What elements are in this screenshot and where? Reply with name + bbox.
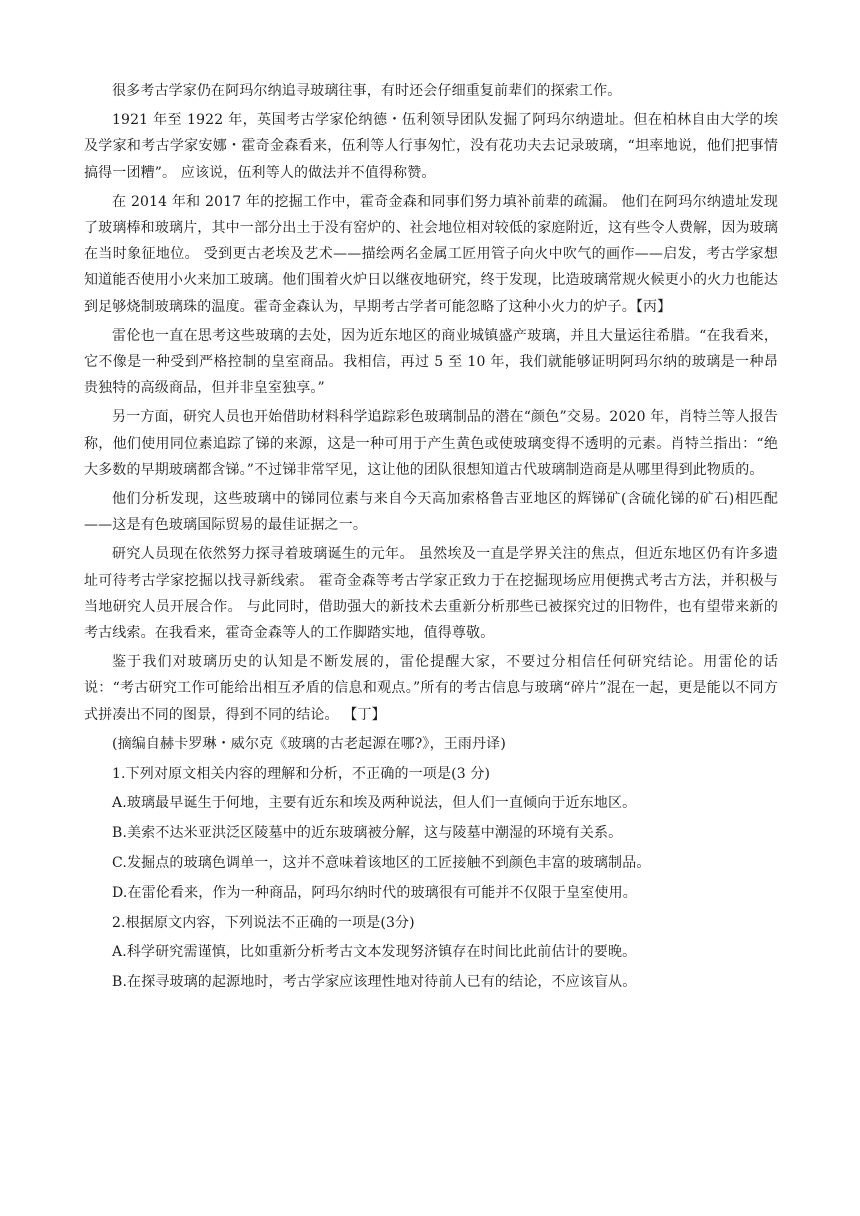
paragraph-6: 他们分析发现，这些玻璃中的锑同位素与来自今天高加索格鲁吉亚地区的辉锑矿(含硫化锑的矿石)相匹配——这是有色玻璃国际贸易的最佳证据之一。: [84, 491, 778, 534]
paragraph-1: 很多考古学家仍在阿玛尔纳追寻玻璃往事，有时还会仔细重复前辈们的探索工作。: [112, 83, 622, 99]
paragraph-5: 另一方面，研究人员也开始借助材料科学追踪彩色玻璃制品的潜在“颜色”交易。2020 年，肖特兰等人报告称，他们使用同位素追踪了锑的来源，这是一种可用于产生黄色或使玻璃变得不透明的元素。肖特兰指出：“绝大多数的早期玻璃都含锑。”不过锑非常罕见，这让他的团队很想知道古代玻璃制造商是从哪里得到此物质的。: [84, 409, 778, 478]
paragraph-2: 1921 年至 1922 年，英国考古学家伦纳德・伍利领导团队发掘了阿玛尔纳遗址。但在柏林自由大学的埃及学家和考古学家安娜・霍奇金森看来，伍利等人行事匆忙，没有花功夫去记录玻璃，“坦率地说，他们把事情搞得一团糟”。 应该说，伍利等人的做法并不值得称赞。: [84, 112, 778, 181]
paragraph-4: 雷伦也一直在思考这些玻璃的去处，因为近东地区的商业城镇盛产玻璃，并且大量运往希腊。“在我看来，它不像是一种受到严格控制的皇室商品。我相信，再过 5 至 10 年，我们就能够证明阿玛尔纳的玻璃是一种昂贵独特的高级商品，但并非皇室独享。”: [84, 327, 778, 397]
question-2-stem: 2.根据原文内容，下列说法不正确的一项是(3分): [112, 914, 415, 931]
document-page: [84, 78, 778, 999]
question-1-option-d: D.在雷伦看来，作为一种商品，阿玛尔纳时代的玻璃很有可能并不仅限于皇室使用。: [112, 884, 637, 901]
paragraph-7: 研究人员现在依然努力探寻着玻璃诞生的元年。 虽然埃及一直是学界关注的焦点，但近东地区仍有许多遗址可待考古学家挖掘以找寻新线索。 霍奇金森等考古学家正致力于在挖掘现场应用便携式考古方法，并积极与当地研究人员开展合作。 与此同时，借助强大的新技术去重新分析那些已被探究过的旧物件，也有望带来新的考古线索。在我看来，霍奇金森等人的工作脚踏实地，值得尊敬。: [84, 546, 778, 642]
paragraph-3: 在 2014 年和 2017 年的挖掘工作中，霍奇金森和同事们努力填补前辈的疏漏。 他们在阿玛尔纳遗址发现了玻璃棒和玻璃片，其中一部分出土于没有窑炉的、社会地位相对较低的家庭附近，这有些令人费解，因为玻璃在当时象征地位。 受到更古老埃及艺术——描绘两名金属工匠用管子向火中吹气的画作——启发，考古学家想知道能否使用小火来加工玻璃。他们围着火炉日以继夜地研究，终于发现，比造玻璃常规火候更小的火力也能达到足够烧制玻璃珠的温度。霍奇金森认为，早期考古学者可能忽略了这种小火力的炉子。【丙】: [84, 193, 778, 315]
question-1-option-b: B.美索不达米亚洪泛区陵墓中的近东玻璃被分解，这与陵墓中潮湿的环境有关系。: [112, 825, 623, 842]
question-2-option-a: A.科学研究需谨慎，比如重新分析考古文本发现努济镇存在时间比此前估计的要晚。: [112, 944, 637, 961]
question-1-option-c: C.发掘点的玻璃色调单一，这并不意味着该地区的工匠接触不到颜色丰富的玻璃制品。: [112, 855, 651, 872]
question-1-option-a: A.玻璃最早诞生于何地，主要有近东和埃及两种说法，但人们一直倾向于近东地区。: [112, 795, 637, 812]
question-1-stem: 1.下列对原文相关内容的理解和分析，不正确的一项是(3 分): [112, 765, 491, 782]
paragraph-8: 鉴于我们对玻璃历史的认知是不断发展的，雷伦提醒大家，不要过分相信任何研究结论。用雷伦的话说：“考古研究工作可能给出相互矛盾的信息和观点。”所有的考古信息与玻璃“碎片”混在一起，更是能以不同方式拼凑出不同的图景，得到不同的结论。 【丁】: [84, 654, 778, 723]
question-2-option-b: B.在探寻玻璃的起源地时，考古学家应该理性地对待前人已有的结论，不应该盲从。: [112, 974, 637, 991]
source-note: (摘编自赫卡罗琳・威尔克《玻璃的古老起源在哪?》，王雨丹译): [112, 735, 506, 752]
